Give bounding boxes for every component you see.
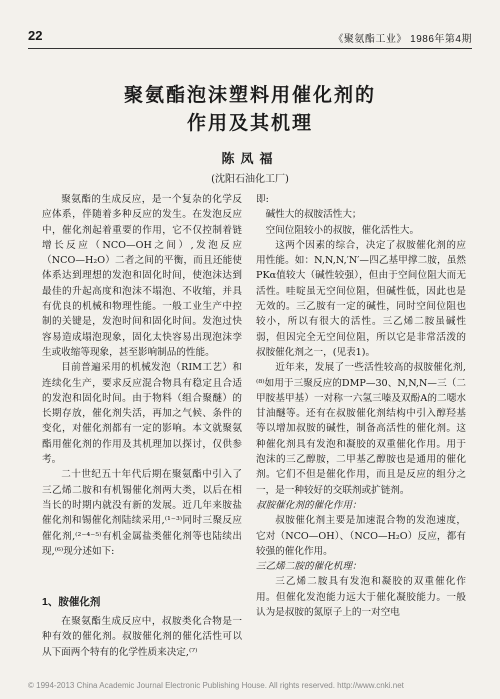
page-number: 22 bbox=[28, 28, 43, 43]
amine-paragraph-1: 在聚氨酯生成反应中，叔胺类化合物是一种有效的催化剂。叔胺催化剂的催化活性可以从下面两个特有的化学性质来决定,⁽⁷⁾ bbox=[42, 616, 242, 658]
right-paragraph-3: 叔胺催化剂主要是加速混合物的发泡速度，它对（NCO—OH）、（NCO—H₂O）反应，都有较强的催化作用。 bbox=[256, 515, 466, 557]
right-line-2: 碱性大的叔胺活性大； bbox=[265, 209, 362, 221]
left-column-bottom bbox=[42, 614, 242, 660]
article-title-line1: 聚氨酯泡沫塑料用催化剂的 bbox=[123, 84, 376, 106]
copyright-footer: © 1994-2013 China Academic Journal Electronic Publishing House. All rights reserved. http://www.cnki.net bbox=[28, 681, 404, 690]
author-name: 陈凤福 bbox=[221, 152, 279, 167]
left-column bbox=[42, 192, 242, 559]
author-affiliation: (沈阳石油化工厂) bbox=[211, 174, 289, 185]
header-rule bbox=[28, 48, 472, 49]
right-line-3: 空间位阻较小的叔胺，催化活性大。 bbox=[265, 224, 420, 236]
right-paragraph-4: 三乙烯二胺具有发泡和凝胶的双重催化作用。但催化发泡能力远大于催化凝胶能力。一般认为是叔胺的氮原子上的一对空电 bbox=[256, 576, 466, 619]
right-paragraph-1: 这两个因素的综合，决定了叔胺催化剂的应用性能。如：N,N,N,′N′—四乙基甲撑二胺，虽然PKα值较大（碱性较强），但由于空间位阻大而无活性。哇啶虽无空间位阻，但碱性低，因此也是无效的。三乙胺有一定的碱性，同时空间位阻也较小，所以有很大的活性。三乙烯二胺虽碱性弱，但因完全无空间位阻，所以它是非常活泼的叔胺催化剂之一，(见表1)。 bbox=[256, 239, 466, 358]
journal-running-header: 《聚氨酯工业》 1986年第4期 bbox=[333, 34, 472, 45]
intro-paragraph-2: 目前普遍采用的机械发泡（RIM工艺）和连续化生产，要求反应混合物具有稳定且合适的发泡和固化时间。由于物料（组合聚醚）的长期存放，催化剂失活，再加之气候、条件的变化，对催化剂都有一定的影响。本文就聚氨酯用催化剂的作用及其机理加以探讨，仅供参考。 bbox=[42, 362, 242, 466]
right-line-1: 即: bbox=[256, 194, 269, 205]
intro-paragraph-3: 二十世纪五十年代后期在聚氨酯中引入了三乙烯二胺和有机锡催化剂两大类，以后在相当长的时期内就没有新的发展。近几年来胺盐催化剂和锡催化剂陆续采用,⁽¹⁻³⁾同时三聚反应催化剂,⁽²⁻⁴⁻⁵⁾有机金属盐类催化剂等也陆续出现,⁽⁶⁾现分述如下: bbox=[42, 469, 242, 557]
intro-paragraph-1: 聚氨酯的生成反应，是一个复杂的化学反应体系，伴随着多种反应的发生。在发泡反应中，催化剂起着重要的作用，它不仅控制着链增长反应（NCO—OH之间）,发泡反应（NCO—H₂O）二者之间的平衡，而且还能使体系达到理想的发泡和固化时间，使泡沫达到最佳的升起高度和泡沫不塌泡、不收缩，并具有优良的机械和物理性能。一般工业生产中控制的关键是，发泡时间和固化时间。发泡过快容易造成塌泡现象，固化太快容易出现泡沫孪生或收缩等现象，甚至影响制品的性能。 bbox=[42, 194, 242, 358]
section-heading-amine-catalyst: 1、胺催化剂 bbox=[42, 596, 101, 608]
article-title-line2: 作用及其机理 bbox=[186, 112, 313, 134]
subheading-amine-action: 叔胺催化剂的催化作用： bbox=[256, 499, 362, 511]
right-paragraph-2: 近年来，发展了一些活性较高的叔胺催化剂,⁽⁸⁾如用于三聚反应的DMP—30、N,N,N—三（二甲胺基甲基）一对称一六氢三嗪及双酚A的二噁水甘油醚等。还有在叔胺催化剂结构中引入醇羟基等以增加叔胺的碱性，制备高活性的催化剂。这种催化剂具有发泡和凝胶的双重催化作用。用于泡沫的三乙醇胺，二甲基乙醇胺也是通用的催化剂。它们不但是催化作用，而且是反应的组分之一，是一种较好的交联剂或扩链剂。 bbox=[256, 362, 466, 496]
subheading-teda-mechanism: 三乙烯二胺的催化机理： bbox=[256, 561, 362, 573]
right-column bbox=[256, 192, 466, 620]
